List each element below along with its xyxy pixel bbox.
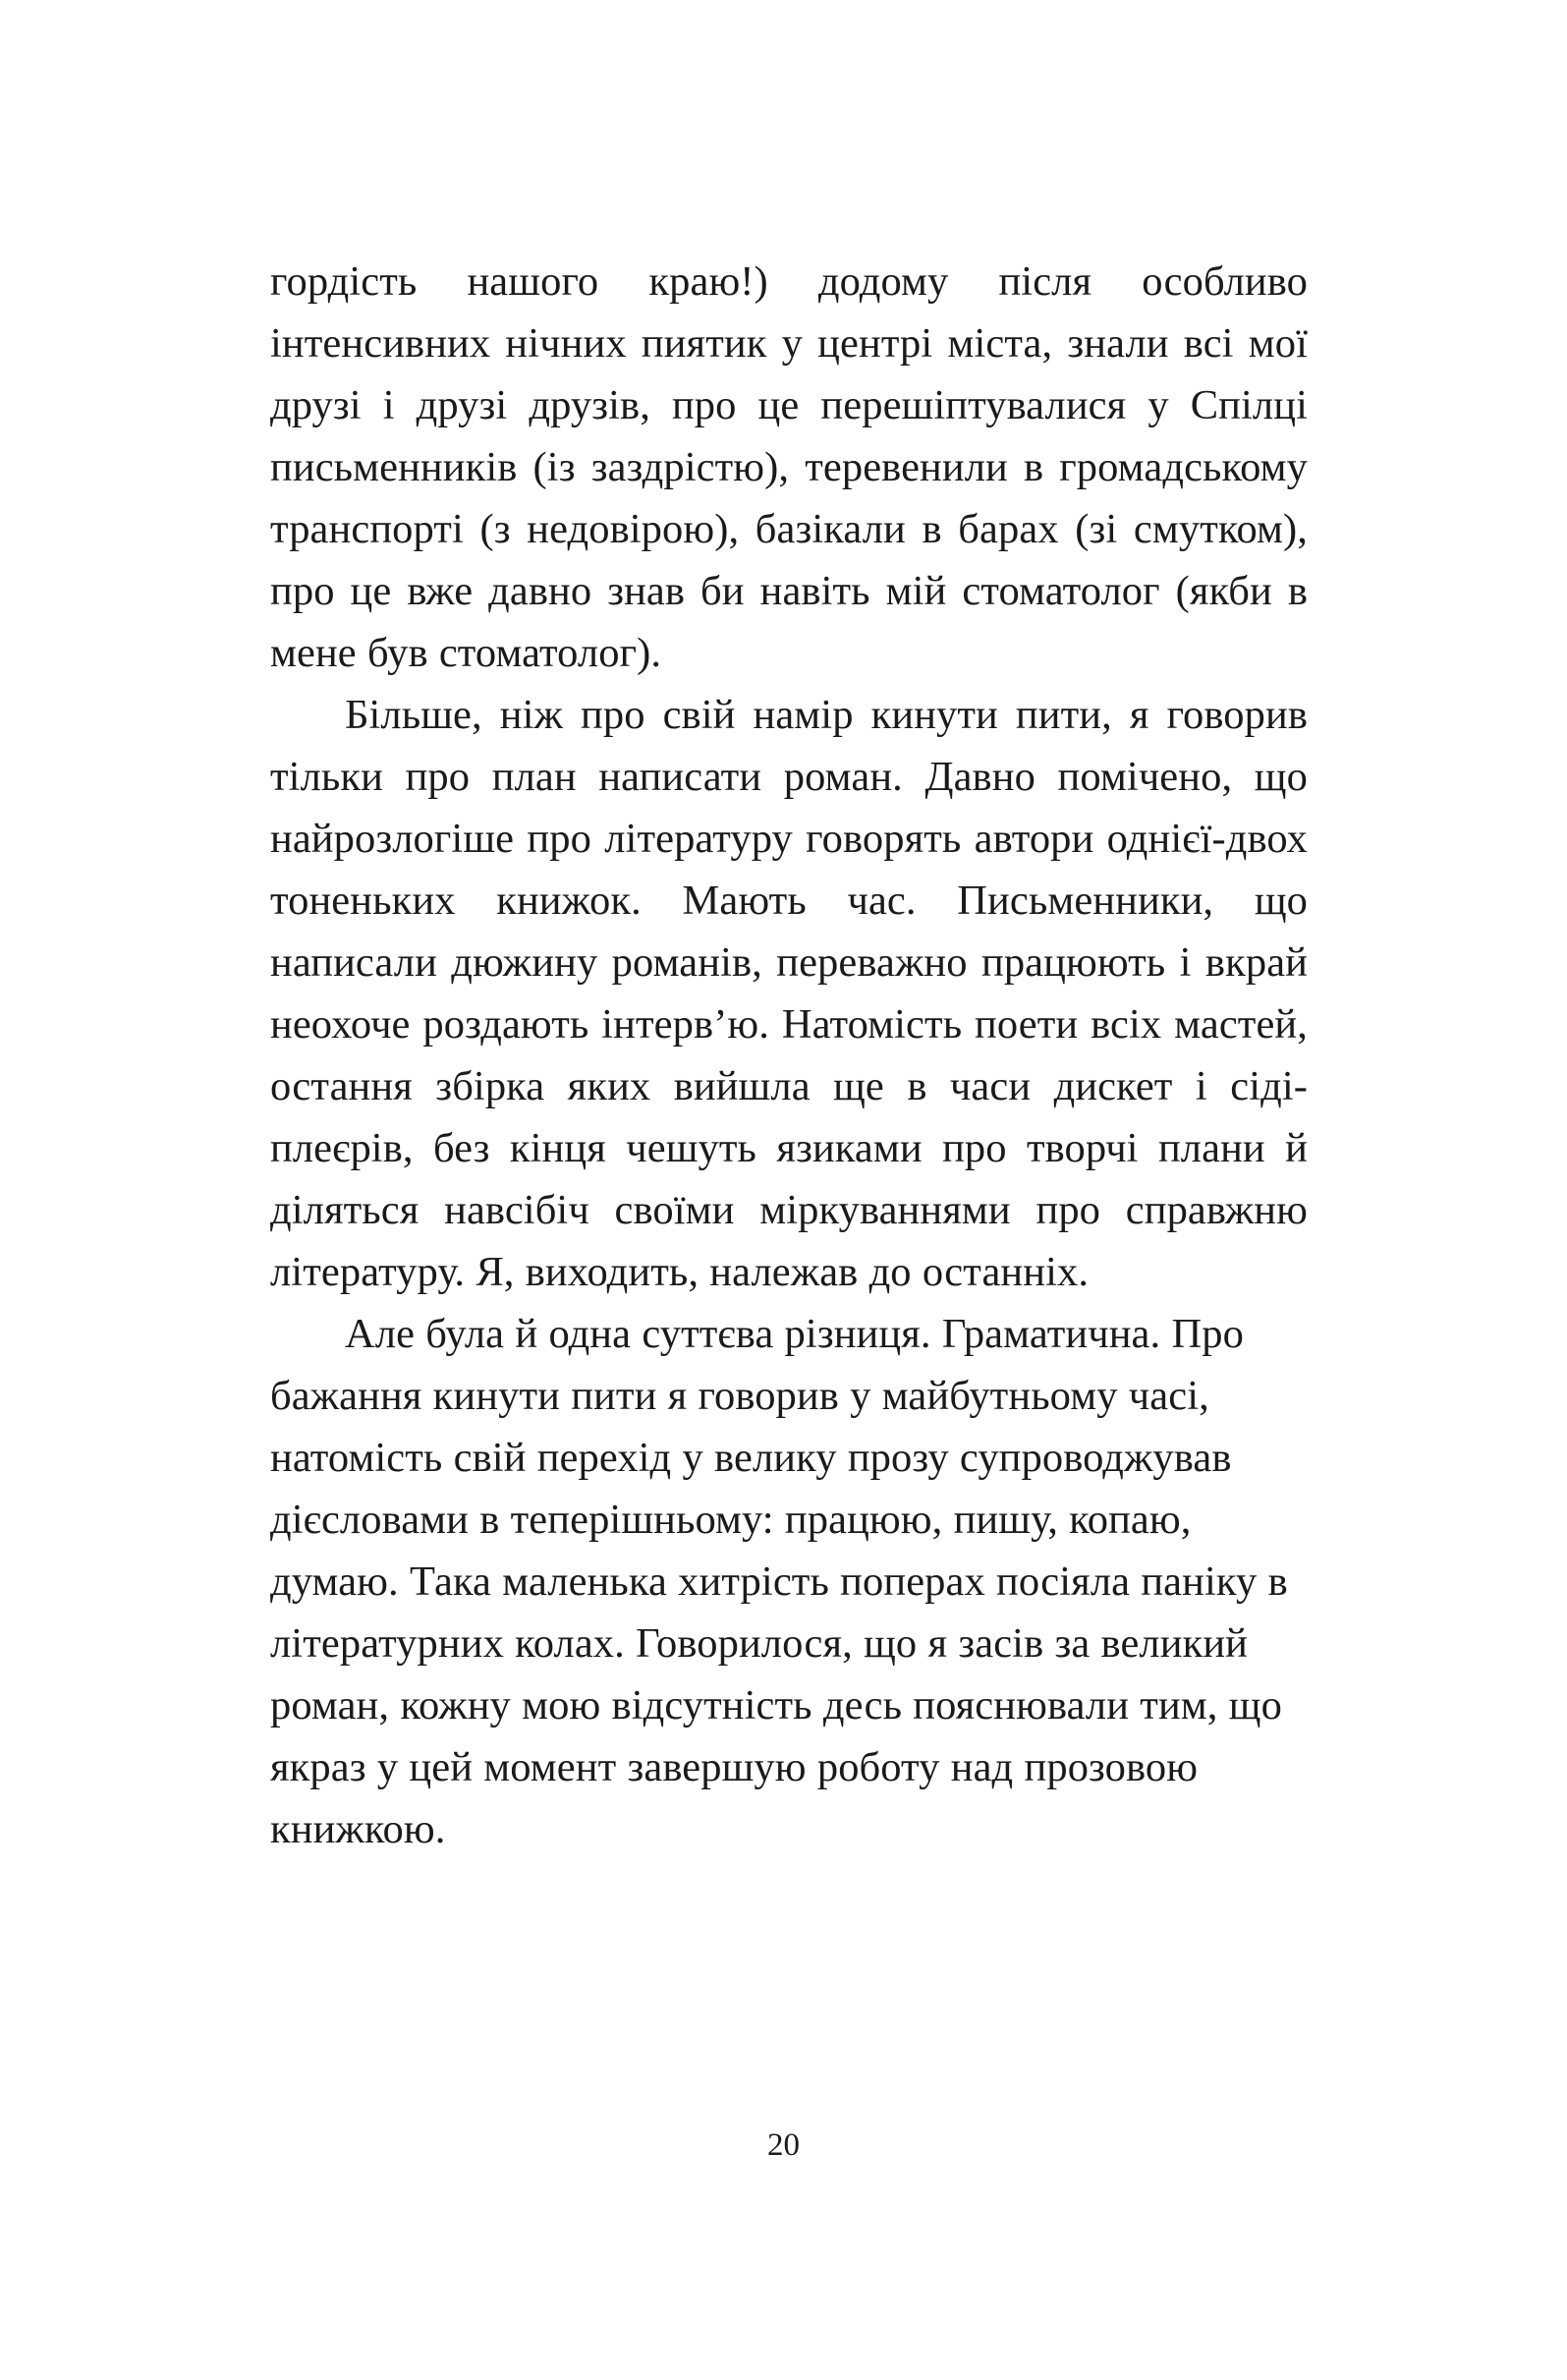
page-number: 20 xyxy=(767,2127,800,2163)
paragraph-2: Більше, ніж про свій намір кинути пити, я говорив тільки про план написати роман. Давно помічено, що найрозлогіше про літературу говорять автори однієї-двох тоненьких книжок. Мають час. Письменники, що написали дюжину романів, переважно працюють і вкрай неохоче роздають інтерв’ю. Натомість поети всіх мастей, остання збірка яких вийшла ще в часи дискет і сіді-плеєрів, без кінця чешуть язиками про творчі плани й діляться навсібіч своїми міркуваннями про справжню літературу. Я, виходить, належав до останніх. xyxy=(270,692,1308,1295)
paragraph-continued: гордість нашого краю!) додому після особливо інтенсивних нічних пиятик у центрі міста, знали всі мої друзі і друзі друзів, про це перешіптувалися у Спілці письменників (із заздрістю), теревенили в громадському транспорті (з недовірою), базікали в барах (зі смутком), про це вже давно знав би навіть мій стоматолог (якби в мене був стоматолог). xyxy=(270,258,1308,676)
page-text-block xyxy=(270,251,1308,1860)
paragraph-3: Але була й одна суттєва різниця. Граматична. Про бажання кинути пити я говорив у майбутньому часі, натомість свій перехід у велику прозу супроводжував дієсловами в теперішньому: працюю, пишу, копаю, думаю. Така маленька хитрість поперах посіяла паніку в літературних колах. Говорилося, що я засів за великий роман, кожну мою відсутність десь пояснювали тим, що якраз у цей момент завершую роботу над прозовою книжкою. xyxy=(270,1311,1288,1852)
